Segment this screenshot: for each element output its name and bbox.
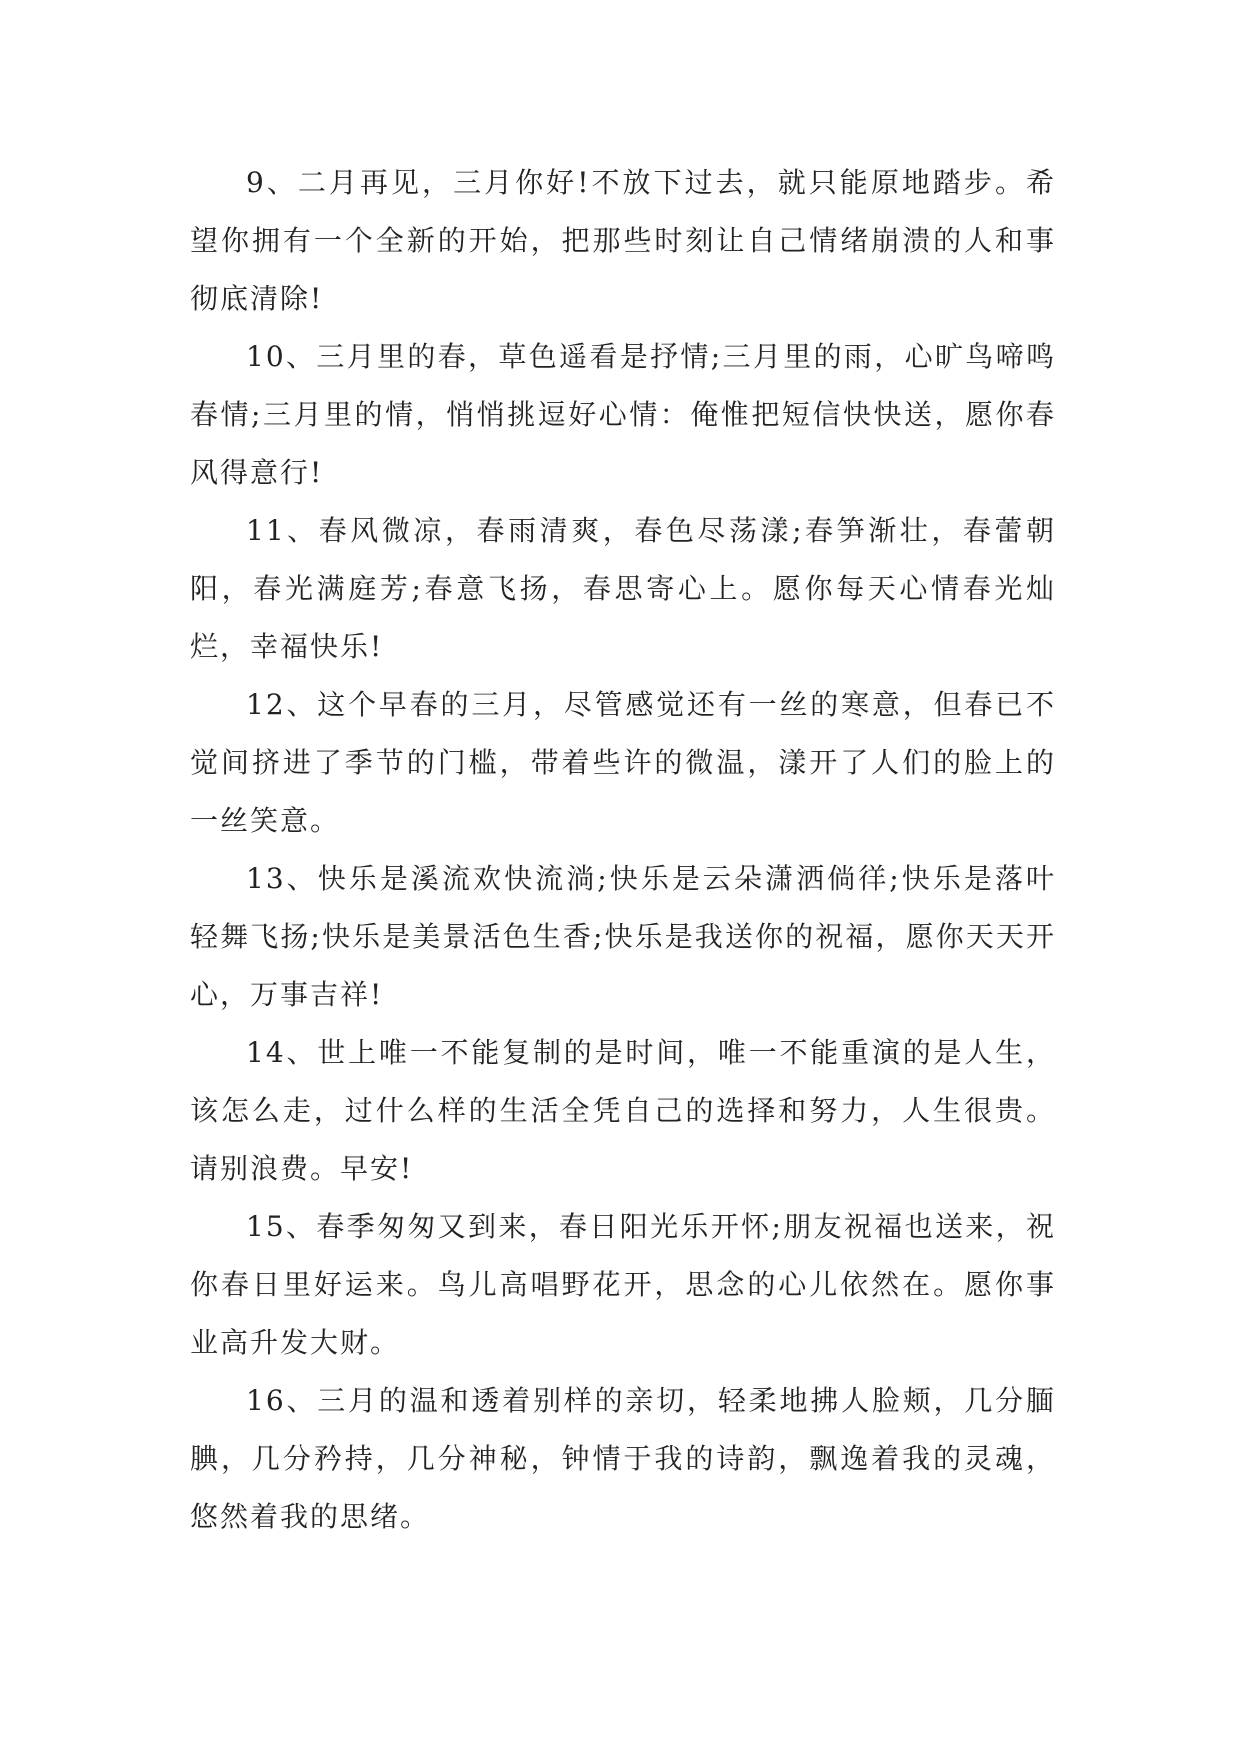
paragraph-16: 16、三月的温和透着别样的亲切，轻柔地拂人脸颊，几分腼腆，几分矜持，几分神秘，钟情于我的诗韵，飘逸着我的灵魂，悠然着我的思绪。 (190, 1384, 1056, 1533)
paragraph-12: 12、这个早春的三月，尽管感觉还有一丝的寒意，但春已不觉间挤进了季节的门槛，带着些许的微温，漾开了人们的脸上的一丝笑意。 (190, 688, 1056, 837)
paragraph-11: 11、春风微凉，春雨清爽，春色尽荡漾;春笋渐壮，春蕾朝阳，春光满庭芳;春意飞扬，春思寄心上。愿你每天心情春光灿烂，幸福快乐! (190, 514, 1056, 663)
paragraph-10: 10、三月里的春，草色遥看是抒情;三月里的雨，心旷鸟啼鸣春情;三月里的情，悄悄挑逗好心情：俺惟把短信快快送，愿你春风得意行! (190, 340, 1056, 489)
document-body (190, 154, 1056, 1546)
paragraph-14: 14、世上唯一不能复制的是时间，唯一不能重演的是人生，该怎么走，过什么样的生活全凭自己的选择和努力，人生很贵。请别浪费。早安! (190, 1036, 1056, 1185)
paragraph-13: 13、快乐是溪流欢快流淌;快乐是云朵潇洒倘徉;快乐是落叶轻舞飞扬;快乐是美景活色生香;快乐是我送你的祝福，愿你天天开心，万事吉祥! (190, 862, 1056, 1011)
paragraph-9: 9、二月再见，三月你好!不放下过去，就只能原地踏步。希望你拥有一个全新的开始，把那些时刻让自己情绪崩溃的人和事彻底清除! (190, 166, 1056, 315)
paragraph-15: 15、春季匆匆又到来，春日阳光乐开怀;朋友祝福也送来，祝你春日里好运来。鸟儿高唱野花开，思念的心儿依然在。愿你事业高升发大财。 (190, 1210, 1056, 1359)
